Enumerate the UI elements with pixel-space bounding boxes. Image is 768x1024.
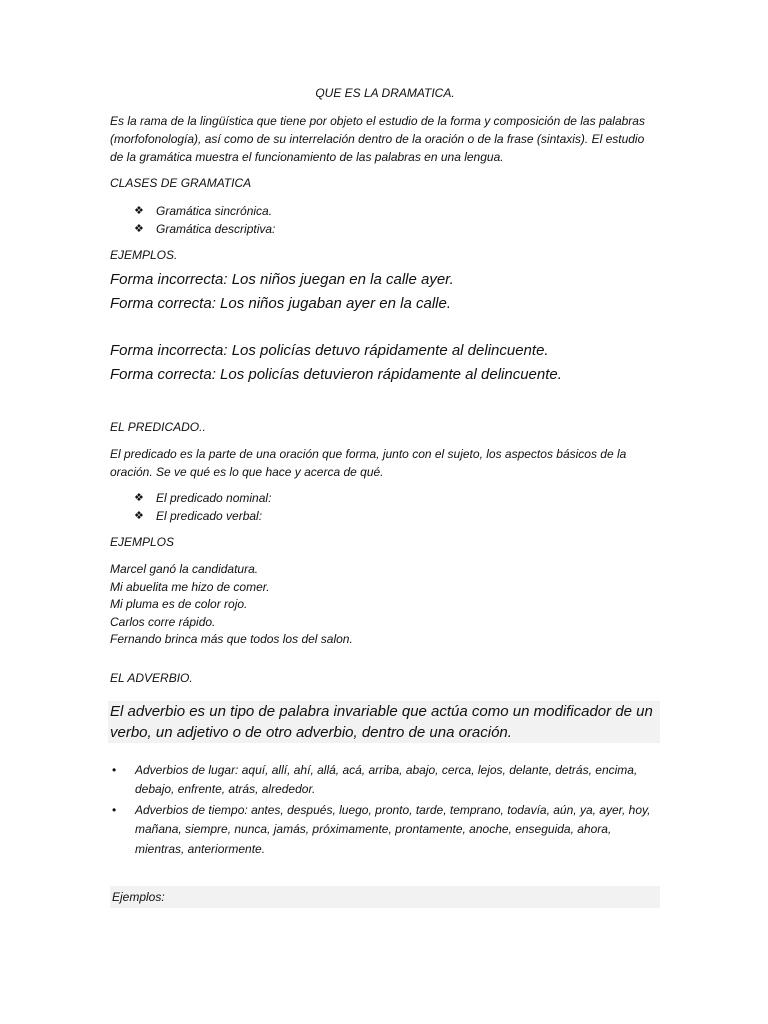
example-correct: Forma correcta: Los niños jugaban ayer en la calle.: [110, 295, 452, 312]
predicado-paragraph: El predicado es la parte de una oración que forma, junto con el sujeto, los aspectos básicos de la oración. Se ve qué es lo que hace y acerca de qué.: [110, 447, 627, 479]
example-incorrect: Forma incorrecta: Los policías detuvo rápidamente al delincuente.: [110, 342, 549, 359]
example-line: Carlos corre rápido.: [110, 614, 216, 629]
ejemplos-heading: EJEMPLOS: [110, 535, 175, 549]
example-line: Mi pluma es de color rojo.: [110, 597, 248, 611]
example-line: Mi abuelita me hizo de comer.: [110, 579, 270, 594]
diamond-bullet-icon: ❖: [134, 510, 144, 522]
list-item: [110, 801, 660, 860]
list-item: [134, 202, 660, 220]
predicado-list: [110, 489, 660, 525]
predicado-heading: EL PREDICADO..: [110, 420, 206, 434]
list-item-label: El predicado verbal:: [156, 509, 263, 523]
adverbio-list: [110, 761, 660, 860]
adverbio-heading: EL ADVERBIO.: [110, 670, 193, 685]
example-incorrect: Forma incorrecta: Los niños juegan en la calle ayer.: [110, 271, 454, 288]
list-item: [134, 220, 660, 238]
examples-block-2: [110, 339, 660, 387]
list-item-label: Gramática descriptiva:: [156, 222, 276, 236]
intro-paragraph: Es la rama de la lingüística que tiene por objeto el estudio de la forma y composición de las palabras (morfofonología), así como de su interrelación dentro de la oración o de la frase (sintaxis). El estudio de la gramática muestra el funcionamiento de las palabras en una lengua.: [110, 114, 645, 164]
dot-bullet-icon: •: [112, 762, 117, 777]
diamond-bullet-icon: ❖: [134, 492, 144, 504]
example-line: Fernando brinca más que todos los del salon.: [110, 632, 353, 646]
ejemplos-heading: EJEMPLOS.: [110, 248, 178, 262]
ejemplos-heading: Ejemplos:: [110, 886, 660, 908]
clases-list: [110, 202, 660, 238]
list-item: [110, 761, 660, 800]
list-item-label: Gramática sincrónica.: [156, 204, 273, 218]
example-correct: Forma correcta: Los policías detuvieron rápidamente al delincuente.: [110, 366, 562, 383]
list-item-label: Adverbios de lugar: aquí, allí, ahí, allá, acá, arriba, abajo, cerca, lejos, delante, detrás, encima, debajo, enfrente, atrás, alrededor.: [135, 762, 638, 796]
dot-bullet-icon: •: [112, 802, 117, 817]
list-item-label: Adverbios de tiempo: antes, después, luego, pronto, tarde, temprano, todavía, aún, ya, ayer, hoy, mañana, siempre, nunca, jamás, próximamente, prontamente, anoche, enseguida, ahora, mientras, anteriormente.: [135, 802, 651, 856]
example-line: Marcel ganó la candidatura.: [110, 562, 259, 576]
list-item: [134, 507, 660, 525]
document-page: [110, 84, 660, 908]
document-title: QUE ES LA DRAMATICA.: [315, 86, 455, 100]
adverbio-definition: El adverbio es un tipo de palabra invariable que actúa como un modificador de un verbo, un adjetivo o de otro adverbio, dentro de una oración.: [108, 701, 660, 743]
list-item: [134, 489, 660, 507]
predicado-examples: [110, 561, 660, 649]
diamond-bullet-icon: ❖: [134, 205, 144, 217]
examples-block-1: [110, 268, 660, 316]
clases-heading: CLASES DE GRAMATICA: [110, 176, 252, 190]
diamond-bullet-icon: ❖: [134, 223, 144, 235]
list-item-label: El predicado nominal:: [156, 491, 272, 505]
